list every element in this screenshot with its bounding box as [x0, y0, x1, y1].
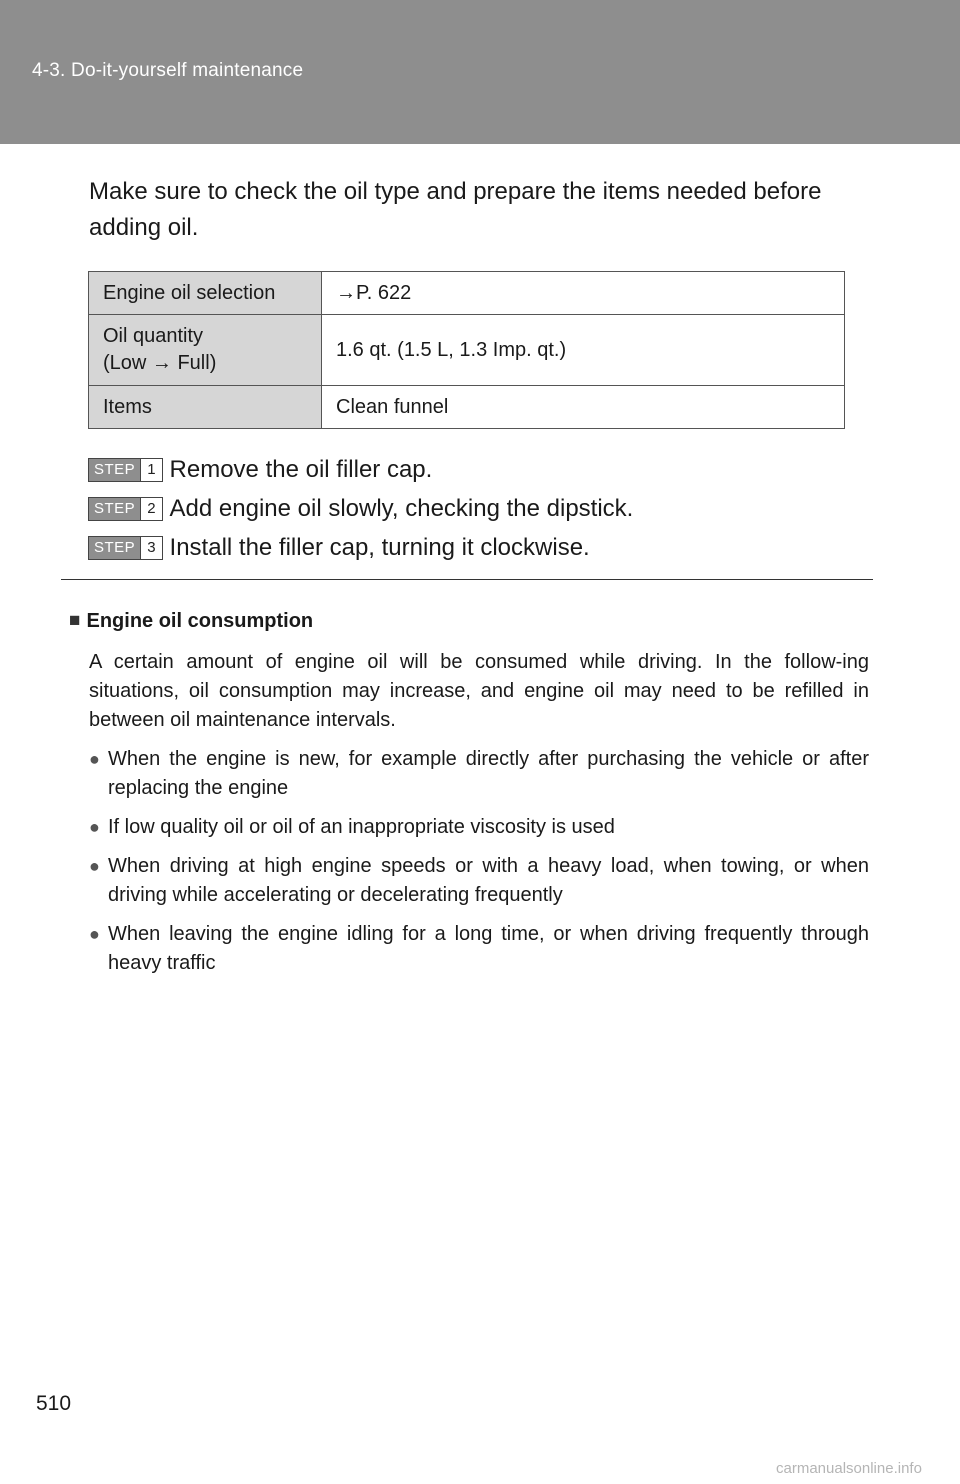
step-badge-number: 1	[140, 459, 161, 481]
step-item	[88, 450, 633, 489]
step-badge-label: STEP	[89, 459, 140, 481]
step-badge	[88, 536, 163, 560]
step-text: Add engine oil slowly, checking the dipstick.	[169, 494, 634, 522]
list-item	[89, 813, 869, 842]
section-heading	[69, 606, 869, 636]
step-text: Remove the oil filler cap.	[169, 455, 433, 483]
section-title: 4-3. Do-it-yourself maintenance	[32, 60, 304, 81]
bullet-list	[89, 745, 869, 978]
row-label: Items	[103, 395, 152, 418]
step-badge-number: 3	[140, 537, 161, 559]
page-header	[0, 0, 960, 144]
list-item	[89, 920, 869, 978]
list-item-text: When the engine is new, for example directly after purchasing the vehicle or after replacing the engine	[108, 748, 869, 799]
watermark: carmanualsonline.info	[776, 1460, 922, 1477]
step-badge	[88, 458, 163, 482]
list-item	[89, 745, 869, 803]
square-bullet-icon: ■	[69, 610, 81, 631]
row-label: (Low → Full)	[103, 352, 217, 374]
step-item	[88, 489, 633, 528]
oil-spec-table	[88, 271, 845, 429]
circle-bullet-icon: ●	[89, 749, 100, 769]
step-badge-label: STEP	[89, 537, 140, 559]
table-value-cell: →P. 622	[322, 272, 845, 315]
section-divider	[61, 579, 873, 580]
circle-bullet-icon: ●	[89, 856, 100, 876]
section-heading-text: Engine oil consumption	[86, 609, 314, 632]
table-row	[89, 315, 845, 386]
list-item	[89, 852, 869, 910]
table-label-cell	[89, 272, 322, 315]
intro-paragraph: Make sure to check the oil type and prepare the items needed before adding oil.	[89, 178, 822, 241]
table-label-cell	[89, 315, 322, 386]
list-item-text: If low quality oil or oil of an inappropriate viscosity is used	[108, 816, 615, 838]
page-number: 510	[36, 1392, 72, 1415]
step-badge-number: 2	[140, 498, 161, 520]
table-value-cell: Clean funnel	[322, 386, 845, 429]
row-label: Oil quantity	[103, 325, 204, 347]
row-label: Engine oil selection	[103, 281, 276, 304]
table-row	[89, 386, 845, 429]
step-badge-label: STEP	[89, 498, 140, 520]
table-value-cell: 1.6 qt. (1.5 L, 1.3 Imp. qt.)	[322, 315, 845, 386]
list-item-text: When leaving the engine idling for a long time, or when driving frequently through heavy traffic	[108, 923, 869, 974]
circle-bullet-icon: ●	[89, 924, 100, 944]
list-item-text: When driving at high engine speeds or with a heavy load, when towing, or when driving while accelerating or decelerating frequently	[108, 855, 869, 906]
circle-bullet-icon: ●	[89, 817, 100, 837]
section-paragraph: A certain amount of engine oil will be consumed while driving. In the follow-ing situations, oil consumption may increase, and engine oil may need to be refilled in between oil maintenance intervals.	[89, 651, 869, 731]
steps-list	[88, 450, 633, 567]
step-badge	[88, 497, 163, 521]
oil-consumption-section	[69, 606, 869, 988]
step-text: Install the filler cap, turning it clockwise.	[169, 533, 590, 561]
table-row	[89, 272, 845, 315]
table-label-cell	[89, 386, 322, 429]
step-item	[88, 528, 633, 567]
